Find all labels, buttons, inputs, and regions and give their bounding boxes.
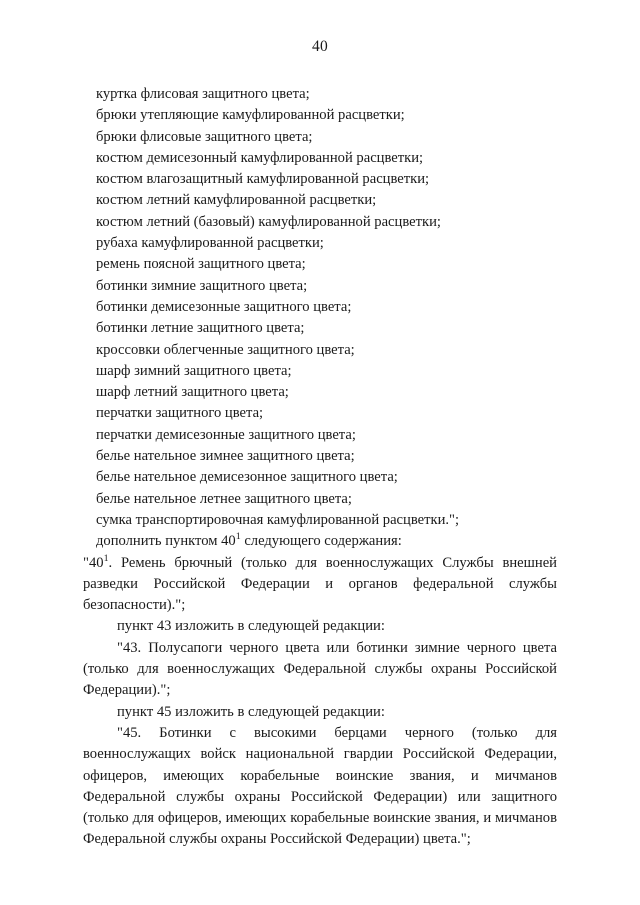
- list-item: перчатки защитного цвета;: [96, 405, 264, 422]
- list-item: костюм летний камуфлированной расцветки;: [96, 192, 377, 209]
- item-43-intro-paragraph: пункт 43 изложить в следующей редакции:: [117, 618, 385, 635]
- list-item: костюм влагозащитный камуфлированной расцветки;: [96, 171, 430, 188]
- item-40-1-superscript: 1: [103, 552, 109, 564]
- list-item: кроссовки облегченные защитного цвета;: [96, 341, 355, 358]
- list-item: куртка флисовая защитного цвета;: [96, 86, 310, 102]
- list-item: белье нательное летнее защитного цвета;: [96, 490, 352, 507]
- supplement-intro-paragraph: [96, 531, 557, 552]
- list-item: ботинки зимние защитного цвета;: [96, 277, 308, 294]
- item-43-paragraph: "43. Полусапоги черного цвета или ботинки зимние черного цвета (только для военнослужащих Федеральной службы охраны Российской Федерации).";: [83, 639, 557, 699]
- item-40-1-text-before: "40: [83, 554, 104, 571]
- list-item: костюм демисезонный камуфлированной расцветки;: [96, 149, 424, 166]
- list-item: ремень поясной защитного цвета;: [96, 256, 306, 273]
- item-45-intro-paragraph: пункт 45 изложить в следующей редакции:: [117, 703, 385, 720]
- list-item: сумка транспортировочная камуфлированной расцветки.";: [96, 511, 460, 528]
- clothing-items-list: [83, 84, 557, 553]
- supplement-intro-superscript: 1: [235, 531, 241, 543]
- list-item: рубаха камуфлированной расцветки;: [96, 235, 324, 252]
- item-40-1-paragraph: [83, 553, 557, 617]
- list-item: ботинки демисезонные защитного цвета;: [96, 298, 352, 315]
- list-item: брюки утепляющие камуфлированной расцветки;: [96, 107, 405, 124]
- supplement-intro-text-before: дополнить пунктом 40: [96, 533, 236, 550]
- list-item: костюм летний (базовый) камуфлированной расцветки;: [96, 213, 441, 230]
- item-40-1-text-after: . Ремень брючный (только для военнослужащих Службы внешней разведки Российской Федерации и органов федеральной службы безопасности).";: [83, 554, 557, 614]
- item-45-paragraph: "45. Ботинки с высокими берцами черного (только для военнослужащих войск национальной гвардии Российской Федерации, офицеров, имеющих корабельные воинские звания, и мичманов Федеральной службы охраны Российской Федерации) или защитного (только для офицеров, имеющих корабельные воинские звания, и мичманов Федеральной службы охраны Российской Федерации) цвета.";: [83, 724, 557, 848]
- page-number: 40: [312, 38, 328, 55]
- list-item: белье нательное демисезонное защитного цвета;: [96, 469, 398, 486]
- supplement-intro-text-after: следующего содержания:: [240, 533, 402, 550]
- list-item: белье нательное зимнее защитного цвета;: [96, 448, 355, 465]
- list-item: ботинки летние защитного цвета;: [96, 320, 305, 337]
- document-body: [83, 56, 557, 851]
- list-item: перчатки демисезонные защитного цвета;: [96, 426, 356, 443]
- list-item: шарф летний защитного цвета;: [96, 384, 289, 401]
- list-item: шарф зимний защитного цвета;: [96, 362, 292, 379]
- list-item: брюки флисовые защитного цвета;: [96, 128, 313, 145]
